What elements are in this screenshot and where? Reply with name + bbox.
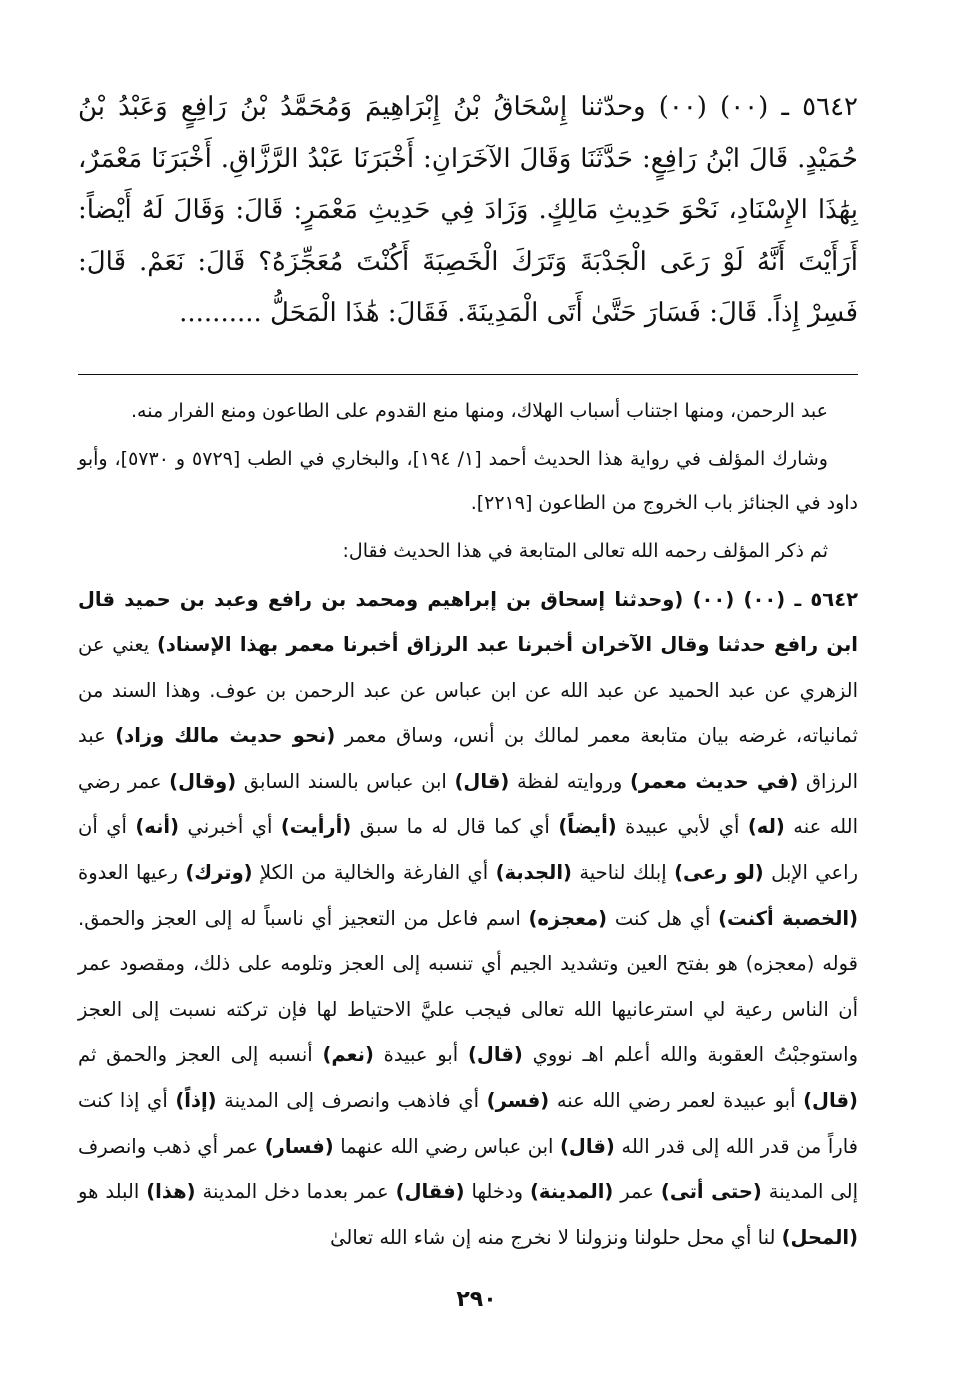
commentary-segment: رعيها العدوة [78,861,186,885]
commentary-segment: أبو عبيدة [373,1043,468,1067]
bold-quote-segment: (في حديث معمر) [629,769,799,793]
bold-quote-segment: (قال) [467,1043,523,1067]
commentary-segment: ابن عباس بالسند السابق [236,769,455,793]
note-paragraph: ثم ذكر المؤلف رحمه الله تعالى المتابعة في هذا الحديث فقال: [342,539,828,562]
bold-quote-segment: (فسار) [264,1134,334,1158]
bold-quote-segment: (أرأيت) [280,815,352,839]
notes-section [78,389,858,573]
bold-quote-segment: (إذاً) [175,1089,217,1113]
bold-quote-segment: (أنه) [135,815,179,839]
page-body [78,82,858,1260]
commentary-segment: أي كما قال له ما سبق [351,815,559,839]
bold-quote-segment: (لو رعى) [674,861,764,885]
commentary-segment: ابن عباس رضي الله عنهما [333,1134,560,1158]
commentary-segment: لنا أي محل حلولنا ونزولنا لا نخرج منه إن شاء الله تعالىٰ [330,1225,782,1249]
bold-quote-segment: (قال) [803,1089,858,1113]
bold-quote-segment: (الجدبة) [495,861,572,885]
bold-quote-segment: (وترك) [185,861,253,885]
commentary-segment: ودخلها [464,1180,531,1204]
bold-quote-segment: (المدينة) [530,1180,614,1204]
hadith-text: ٥٦٤٢ ـ (٠٠) (٠٠) وحدّثنا إِسْحَاقُ بْنُ إِبْرَاهِيمَ وَمُحَمَّدُ بْنُ رَافِعٍ وَعَبْدُ بْنُ حُمَيْدٍ. قَالَ ابْنُ رَافِعٍ: حَدَّثَنَا وَقَالَ الآخَرَانِ: أَخْبَرَنَا عَبْدُ الرَّزَّاقِ. أَخْبَرَنَا مَعْمَرٌ، بِهَٰذَا الإِسْنَادِ، نَحْوَ حَدِيثِ مَالِكٍ. وَزَادَ فِي حَدِيثِ مَعْمَرٍ: قَالَ: وَقَالَ لَهُ أَيْضاً: أَرَأَيْتَ أَنَّهُ لَوْ رَعَى الْجَدْبَةَ وَتَرَكَ الْخَصِبَةَ أَكُنْتَ مُعَجِّزَهُ؟ قَالَ: نَعَمْ. قَالَ: فَسِرْ إِذاً. قَالَ: فَسَارَ حَتَّىٰ أَتَى الْمَدِينَةَ. فَقَالَ: هَٰذَا الْمَحَلُّ .......... [78,92,858,328]
bold-quote-segment: (المحل) [781,1225,858,1249]
commentary-segment: إبلك لناحية [571,861,675,885]
bold-quote-segment: (نعم) [322,1043,374,1067]
commentary-segment: أي فاذهب وانصرف إلى المدينة [216,1089,487,1113]
commentary-segment: البلد هو [78,1180,147,1204]
commentary-segment: أي الفارغة والخالية من الكلإ [252,861,496,885]
footnote-divider [78,374,858,375]
commentary-segment: أي لأبي عبيدة [616,815,748,839]
bold-quote-segment: ٥٦٤٢ ـ (٠٠) (٠٠) (وحدثنا إسحاق بن إبراهيم ومحمد بن رافع وعبد بن حميد قال ابن رافع حدثنا وقال الآخران أخبرنا عبد الرزاق أخبرنا معمر بهذا الإسناد) [78,587,859,657]
bold-quote-segment: (وقال) [169,769,237,793]
commentary-paragraph [78,577,858,1261]
commentary-segment: عبد الرزاق [78,724,858,793]
bold-quote-segment: (له) [747,815,785,839]
bold-quote-segment: (الخصبة أكنت) [718,906,858,930]
bold-quote-segment: (أيضاً) [558,815,617,839]
commentary-section [78,577,858,1261]
bold-quote-segment: (فقال) [395,1180,465,1204]
bold-quote-segment: (حتى أتى) [660,1180,762,1204]
commentary-segment: وروايته لفظة [509,769,630,793]
commentary-segment: يعني عن الزهري عن عبد الحميد عن عبد الله عن ابن عباس عن عبد الرحمن بن عوف. وهذا السند من ثمانياته، غرضه بيان متابعة معمر لمالك بن أنس، وساق معمر [78,633,858,748]
commentary-segment: أي أن راعي الإبل [78,815,858,885]
commentary-segment: أي هل كنت [607,906,719,930]
hadith-matn [78,82,858,340]
commentary-segment: أنسبه إلى العجز والحمق ثم [78,1043,323,1067]
commentary-segment: عمر [613,1180,661,1204]
bold-quote-segment: (معجزه) [528,906,608,930]
commentary-segment: اسم فاعل من التعجيز أي ناسباً له إلى العجز والحمق. قوله (معجزه) هو بفتح العين وتشديد الجيم أي تنسبه إلى العجز وتلومه على ذلك، ومقصود عمر أن الناس رعية لي استرعانيها الله تعالى فيجب عليَّ الاحتياط لها فإن تركته نسبت إلى العجز واستوجبْتُ العقوبة والله أعلم اهـ نووي [78,906,858,1067]
note-paragraph: عبد الرحمن، ومنها اجتناب أسباب الهلاك، ومنها منع القدوم على الطاعون ومنع الفرار منه. [130,399,828,422]
bold-quote-segment: (قال) [454,769,510,793]
page-number: ٢٩٠ [456,1287,497,1312]
commentary-segment: أي إذا كنت فاراً من قدر الله إلى قدر الله [78,1089,858,1158]
commentary-segment: عمر أي ذهب وانصرف إلى المدينة [78,1134,858,1204]
bold-quote-segment: (فسر) [486,1089,550,1113]
bold-quote-segment: (قال) [560,1134,615,1158]
commentary-segment: أي أخبرني [179,815,281,839]
bold-quote-segment: (نحو حديث مالك وزاد) [115,724,336,748]
note-paragraph: وشارك المؤلف في رواية هذا الحديث أحمد [١/ ١٩٤]، والبخاري في الطب [٥٧٢٩ و ٥٧٣٠]، وأبو داود في الجنائز باب الخروج من الطاعون [٢٢١٩]. [78,447,858,514]
commentary-segment: أبو عبيدة لعمر رضي الله عنه [549,1089,804,1113]
commentary-segment: عمر بعدما دخل المدينة [195,1180,396,1204]
commentary-segment: عمر رضي الله عنه [78,769,858,839]
bold-quote-segment: (هذا) [146,1180,196,1204]
